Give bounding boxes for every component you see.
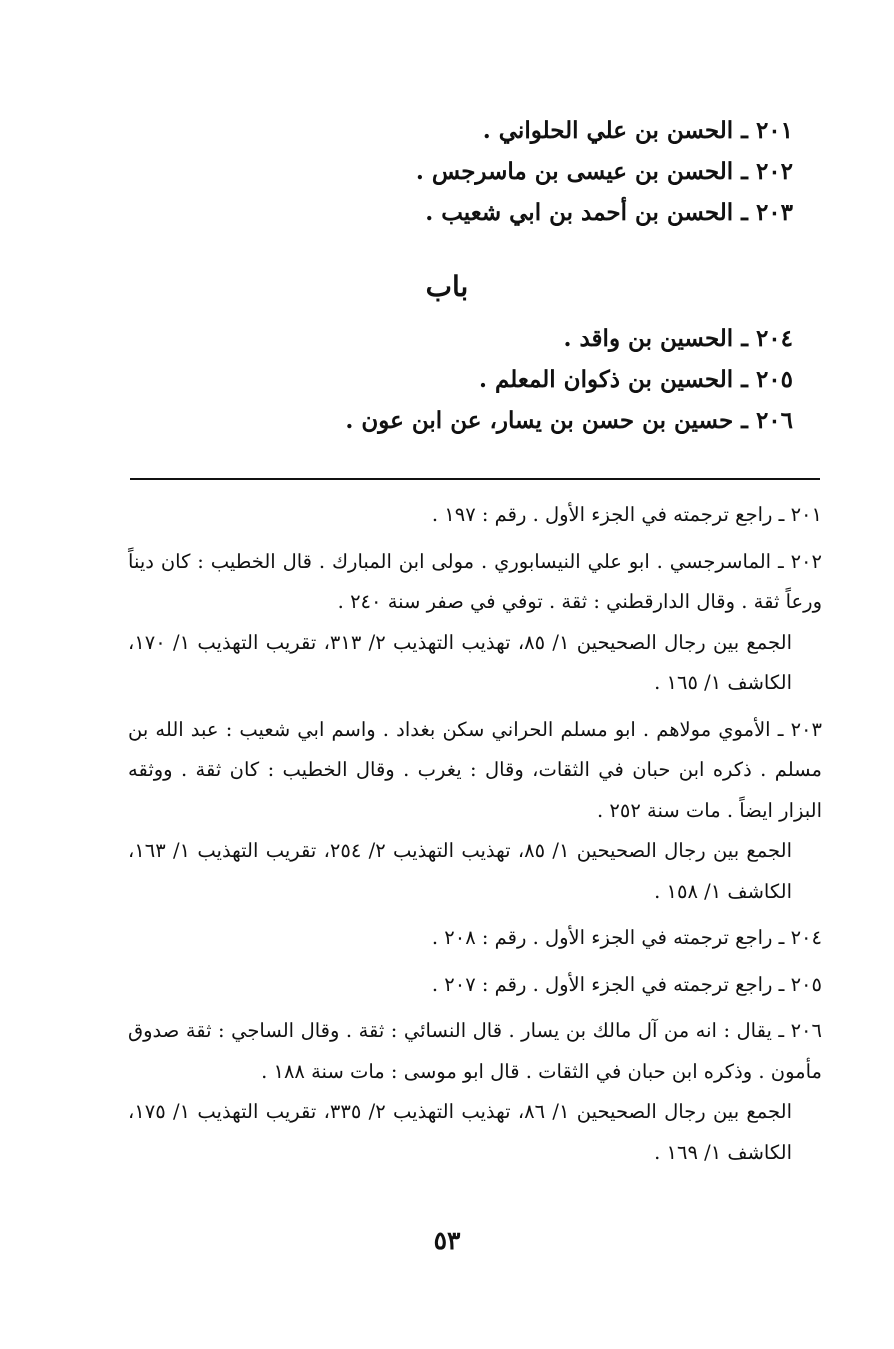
- entry-205: ٢٠٥ ـ الحسين بن ذكوان المعلم .: [478, 366, 793, 393]
- footnotes: [128, 495, 822, 1179]
- section-heading: باب: [425, 270, 469, 303]
- footnote-203: [128, 710, 822, 913]
- entry-204: ٢٠٤ ـ الحسين بن واقد .: [563, 325, 793, 352]
- footnote-text: ٢٠٤ ـ راجع ترجمته في الجزء الأول . رقم : ٢٠٨ .: [431, 926, 822, 949]
- footnote-204: [128, 918, 822, 959]
- entry-202: ٢٠٢ ـ الحسن بن عيسى بن ماسرجس .: [415, 158, 793, 185]
- main-entries-group-1: [0, 110, 793, 233]
- entry-206: ٢٠٦ ـ حسين بن حسن بن يسار، عن ابن عون .: [345, 407, 793, 434]
- page-number: ٥٣: [433, 1226, 461, 1255]
- main-entries-group-2: [0, 318, 793, 441]
- footnote-divider: [130, 478, 820, 480]
- footnote-206: [128, 1011, 822, 1173]
- footnote-text: ٢٠٦ ـ يقال : انه من آل مالك بن يسار . قال النسائي : ثقة . وقال الساجي : ثقة صدوق مأمون . وذكره ابن حبان في الثقات . قال ابو موسى : مات سنة ١٨٨ .: [128, 1019, 822, 1083]
- footnote-text: ٢٠٣ ـ الأموي مولاهم . ابو مسلم الحراني سكن بغداد . واسم ابي شعيب : عبد الله بن مسلم . ذكره ابن حبان في الثقات، وقال : يغرب . وقال الخطيب : كان ثقة . ووثقه البزار ايضاً . مات سنة ٢٥٢ .: [128, 717, 822, 822]
- footnote-201: [128, 495, 822, 536]
- footnote-text: ٢٠١ ـ راجع ترجمته في الجزء الأول . رقم : ١٩٧ .: [431, 503, 822, 526]
- footnote-205: [128, 965, 822, 1006]
- footnote-references: الجمع بين رجال الصحيحين ١/ ٨٥، تهذيب التهذيب ٢/ ٢٥٤، تقريب التهذيب ١/ ١٦٣، الكاشف ١/ ١٥٨ .: [128, 839, 793, 903]
- footnote-references: الجمع بين رجال الصحيحين ١/ ٨٦، تهذيب التهذيب ٢/ ٣٣٥، تقريب التهذيب ١/ ١٧٥، الكاشف ١/ ١٦٩ .: [128, 1100, 793, 1164]
- entry-203: ٢٠٣ ـ الحسن بن أحمد بن ابي شعيب .: [425, 199, 793, 226]
- footnote-202: [128, 542, 822, 704]
- footnote-references: الجمع بين رجال الصحيحين ١/ ٨٥، تهذيب التهذيب ٢/ ٣١٣، تقريب التهذيب ١/ ١٧٠، الكاشف ١/ ١٦٥ .: [128, 630, 793, 694]
- footnote-text: ٢٠٢ ـ الماسرجسي . ابو علي النيسابوري . مولى ابن المبارك . قال الخطيب : كان ديناً ورعاً ثقة . وقال الدارقطني : ثقة . توفي في صفر سنة ٢٤٠ .: [128, 549, 822, 613]
- entry-201: ٢٠١ ـ الحسن بن علي الحلواني .: [482, 117, 793, 144]
- footnote-text: ٢٠٥ ـ راجع ترجمته في الجزء الأول . رقم : ٢٠٧ .: [431, 972, 822, 996]
